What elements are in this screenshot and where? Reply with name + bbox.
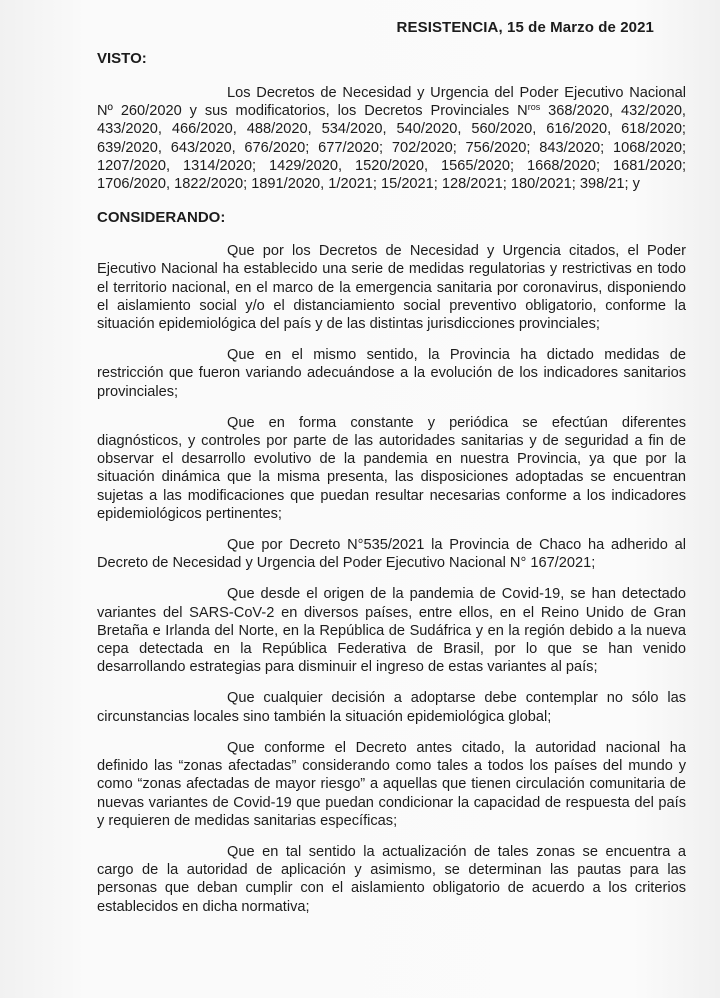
- considerando-title: CONSIDERANDO:: [97, 209, 226, 227]
- considerando-paragraph: Que en el mismo sentido, la Provincia ha dictado medidas de restricción que fueron variando adecuándose a la evolución de los indicadores sanitarios provinciales;: [97, 347, 686, 400]
- visto-title: VISTO:: [97, 50, 147, 67]
- considerando-paragraph: Que por los Decretos de Necesidad y Urgencia citados, el Poder Ejecutivo Nacional ha establecido una serie de medidas regulatorias y restrictivas en todo el territorio nacional, en el marco de la emergencia sanitaria por coronavirus, disponiendo el aislamiento social y/o el distanciamiento social preventivo obligatorio, conforme la situación epidemiológica del país y de las distintas jurisdicciones provinciales;: [97, 243, 686, 333]
- considerando-paragraph: Que en forma constante y periódica se efectúan diferentes diagnósticos, y controles por parte de las autoridades sanitarias y de seguridad a fin de observar el desarrollo evolutivo de la pandemia en nuestra Provincia, ya que por la situación dinámica que la misma presenta, las disposiciones adoptadas se encuentran sujetas a las modificaciones que puedan resultar necesarias conforme a los indicadores epidemiológicos pertinentes;: [97, 414, 686, 522]
- visto-text-end: 368/2020, 432/2020, 433/2020, 466/2020, 488/2020, 534/2020, 540/2020, 560/2020, 616/2020, 618/2020; 639/2020, 643/2020, 676/2020; 677/2020; 702/2020; 756/2020; 843/2020; 1068/2020; 1207/2020, 1314/2020; 1429/2020, 1520/2020, 1565/2020; 1668/2020; 1681/2020; 1706/2020, 1822/2020; 1891/2020, 1/2021; 15/2021; 128/2021; 180/2021; 398/21; y: [97, 103, 686, 193]
- place-date-header: RESISTENCIA, 15 de Marzo de 2021: [396, 19, 654, 36]
- considerando-paragraph: Que en tal sentido la actualización de tales zonas se encuentra a cargo de la autoridad de aplicación y asimismo, se determinan las pautas para las personas que deban cumplir con el aislamiento obligatorio de acuerdo a los criterios establecidos en dicha normativa;: [97, 843, 686, 915]
- considerando-paragraph: Que por Decreto N°535/2021 la Provincia de Chaco ha adherido al Decreto de Necesidad y Urgencia del Poder Ejecutivo Nacional N° 167/2021;: [97, 537, 686, 572]
- visto-paragraph: [97, 84, 686, 193]
- considerando-paragraph: Que desde el origen de la pandemia de Covid-19, se han detectado variantes del SARS-CoV-2 en diversos países, entre ellos, en el Reino Unido de Gran Bretaña e Irlanda del Norte, en la República de Sudáfrica y en la región debido a la nueva cepa detectada en la República Federativa de Brasil, por lo que se han venido desarrollando estrategias para disminuir el ingreso de estas variantes al país;: [97, 586, 686, 676]
- considerando-paragraph: Que conforme el Decreto antes citado, la autoridad nacional ha definido las “zonas afectadas” considerando como tales a todos los países del mundo y como “zonas afectadas de mayor riesgo” a aquellas que tienen circulación comunitaria de nuevas variantes de Covid-19 que puedan condicionar la capacidad de respuesta del país y requieren de medidas sanitarias específicas;: [97, 739, 686, 829]
- considerando-paragraph: Que cualquier decisión a adoptarse debe contemplar no sólo las circunstancias locales sino también la situación epidemiológica global;: [97, 690, 686, 725]
- visto-superscript: ros: [527, 102, 541, 113]
- visto-text-start: Los Decretos de Necesidad y Urgencia del Poder Ejecutivo Nacional Nº 260/2020 y sus modificatorios, los Decretos Provinciales N: [97, 85, 686, 120]
